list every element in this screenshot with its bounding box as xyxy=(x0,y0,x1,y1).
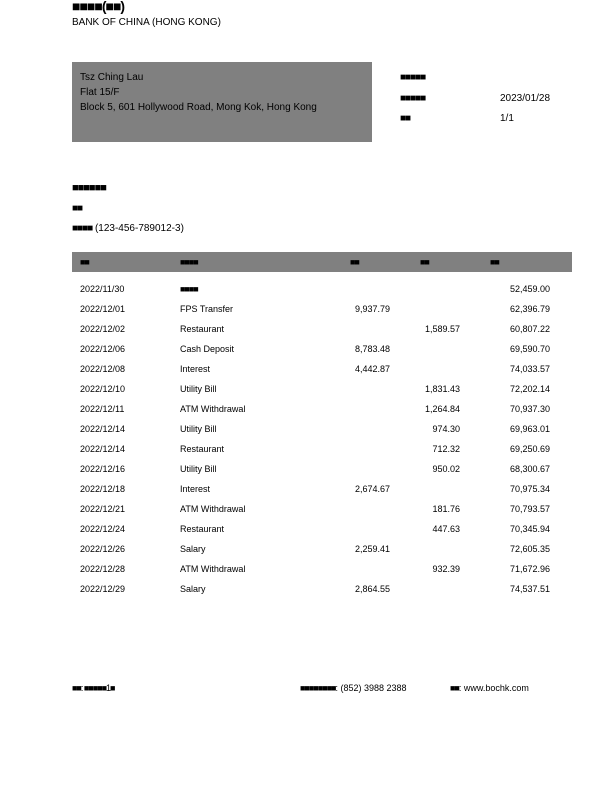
bank-name-chinese: ■■■■(■■) xyxy=(72,0,125,14)
transaction-description: ATM Withdrawal xyxy=(180,564,246,574)
page-label: ■■ xyxy=(400,113,411,124)
transaction-balance: 70,937.30 xyxy=(509,404,550,414)
transaction-date: 2022/12/14 xyxy=(80,424,126,434)
transaction-balance: 69,250.69 xyxy=(509,444,550,454)
transaction-balance: 70,345.94 xyxy=(509,524,550,534)
website-label: ■■ xyxy=(450,683,459,693)
transaction-balance: 52,459.00 xyxy=(509,284,550,294)
transaction-date: 2022/12/01 xyxy=(80,304,126,314)
transaction-date: 2022/12/28 xyxy=(80,564,126,574)
statement-date-label: ■■■■■ xyxy=(400,93,426,104)
transaction-row xyxy=(72,504,572,524)
transaction-date: 2022/12/26 xyxy=(80,544,126,554)
customer-name: Tsz Ching Lau xyxy=(80,72,144,83)
account-label: ■■■■ xyxy=(72,223,93,234)
transaction-balance: 68,300.67 xyxy=(509,464,550,474)
statement-heading: ■■■■■ xyxy=(400,72,426,83)
transaction-balance: 60,807.22 xyxy=(509,324,550,334)
transaction-row xyxy=(72,524,572,544)
transaction-balance: 69,963.01 xyxy=(509,424,550,434)
transaction-description: Restaurant xyxy=(180,444,225,454)
transaction-deposit: 8,783.48 xyxy=(354,344,390,354)
transaction-date: 2022/12/02 xyxy=(80,324,126,334)
transaction-withdrawal: 1,831.43 xyxy=(424,384,460,394)
transaction-description: ATM Withdrawal xyxy=(180,504,246,514)
transaction-balance: 74,033.57 xyxy=(509,364,550,374)
address-line-1: Flat 15/F xyxy=(80,87,120,98)
currency-label: ■■ xyxy=(72,203,83,214)
transaction-row xyxy=(72,464,572,484)
transaction-balance: 62,396.79 xyxy=(509,304,550,314)
transaction-deposit: 2,864.55 xyxy=(354,584,390,594)
account-section-title: ■■■■■■ xyxy=(72,182,106,194)
page-value: 1/1 xyxy=(500,113,514,124)
transaction-balance: 72,605.35 xyxy=(509,544,550,554)
transaction-row xyxy=(72,364,572,384)
transaction-balance: 69,590.70 xyxy=(509,344,550,354)
transaction-row xyxy=(72,544,572,564)
transaction-description: Restaurant xyxy=(180,524,225,534)
address-line-2: Block 5, 601 Hollywood Road, Mong Kok, Hong Kong xyxy=(80,102,317,113)
transaction-date: 2022/12/29 xyxy=(80,584,126,594)
transaction-row xyxy=(72,324,572,344)
transaction-withdrawal: 974.30 xyxy=(432,424,460,434)
transaction-date: 2022/11/30 xyxy=(80,284,125,294)
column-date: ■■ xyxy=(80,257,89,267)
transaction-row xyxy=(72,384,572,404)
transaction-row xyxy=(72,404,572,424)
account-number: (123-456-789012-3) xyxy=(94,223,184,234)
transactions-header xyxy=(72,252,572,272)
transaction-row xyxy=(72,424,572,444)
transaction-date: 2022/12/18 xyxy=(80,484,126,494)
transaction-description: Interest xyxy=(180,484,211,494)
transaction-description: Restaurant xyxy=(180,324,225,334)
transaction-date: 2022/12/16 xyxy=(80,464,126,474)
footer-phone xyxy=(300,683,407,693)
transaction-deposit: 9,937.79 xyxy=(354,304,390,314)
transaction-withdrawal: 712.32 xyxy=(432,444,460,454)
column-withdrawal: ■■ xyxy=(420,257,429,267)
transaction-deposit: 2,674.67 xyxy=(354,484,390,494)
transaction-balance: 71,672.96 xyxy=(509,564,550,574)
transaction-withdrawal: 447.63 xyxy=(432,524,460,534)
transaction-row xyxy=(72,484,572,504)
transaction-withdrawal: 181.76 xyxy=(432,504,460,514)
transaction-description: Utility Bill xyxy=(180,384,217,394)
transaction-balance: 72,202.14 xyxy=(509,384,550,394)
transaction-description: Salary xyxy=(180,584,206,594)
transaction-description: ATM Withdrawal xyxy=(180,404,246,414)
transaction-withdrawal: 1,589.57 xyxy=(424,324,460,334)
transaction-description: Cash Deposit xyxy=(180,344,235,354)
transaction-description: FPS Transfer xyxy=(180,304,234,314)
address-box xyxy=(72,62,372,142)
transaction-description: ■■■■ xyxy=(180,284,198,294)
transaction-description: Interest xyxy=(180,364,211,374)
transaction-description: Salary xyxy=(180,544,206,554)
transaction-date: 2022/12/10 xyxy=(80,384,126,394)
transaction-row xyxy=(72,444,572,464)
footer-left: ■■: ■■■■■1■ xyxy=(72,683,115,693)
transaction-row xyxy=(72,584,572,604)
transaction-date: 2022/12/06 xyxy=(80,344,126,354)
transaction-deposit: 2,259.41 xyxy=(354,544,390,554)
transaction-withdrawal: 1,264.84 xyxy=(424,404,460,414)
transaction-description: Utility Bill xyxy=(180,424,217,434)
transaction-date: 2022/12/24 xyxy=(80,524,126,534)
account-line xyxy=(72,223,184,234)
transaction-withdrawal: 932.39 xyxy=(432,564,460,574)
transaction-description: Utility Bill xyxy=(180,464,217,474)
transaction-balance: 70,975.34 xyxy=(509,484,550,494)
column-balance: ■■ xyxy=(490,257,499,267)
phone-label: ■■■■■■■■ xyxy=(300,683,336,693)
phone-number: : (852) 3988 2388 xyxy=(335,683,407,693)
transaction-deposit: 4,442.87 xyxy=(354,364,390,374)
column-description: ■■■■ xyxy=(180,257,198,267)
transaction-date: 2022/12/14 xyxy=(80,444,126,454)
transaction-date: 2022/12/21 xyxy=(80,504,126,514)
transaction-row xyxy=(72,304,572,324)
website-url: : www.bochk.com xyxy=(458,683,529,693)
footer-website xyxy=(450,683,529,693)
statement-date-value: 2023/01/28 xyxy=(500,93,551,104)
bank-name-english: BANK OF CHINA (HONG KONG) xyxy=(72,17,221,28)
transaction-balance: 74,537.51 xyxy=(509,584,550,594)
transaction-date: 2022/12/11 xyxy=(80,404,125,414)
transaction-row xyxy=(72,284,572,304)
transaction-row xyxy=(72,344,572,364)
column-deposit: ■■ xyxy=(350,257,359,267)
transaction-row xyxy=(72,564,572,584)
transaction-balance: 70,793.57 xyxy=(509,504,550,514)
transaction-date: 2022/12/08 xyxy=(80,364,126,374)
transaction-withdrawal: 950.02 xyxy=(432,464,460,474)
